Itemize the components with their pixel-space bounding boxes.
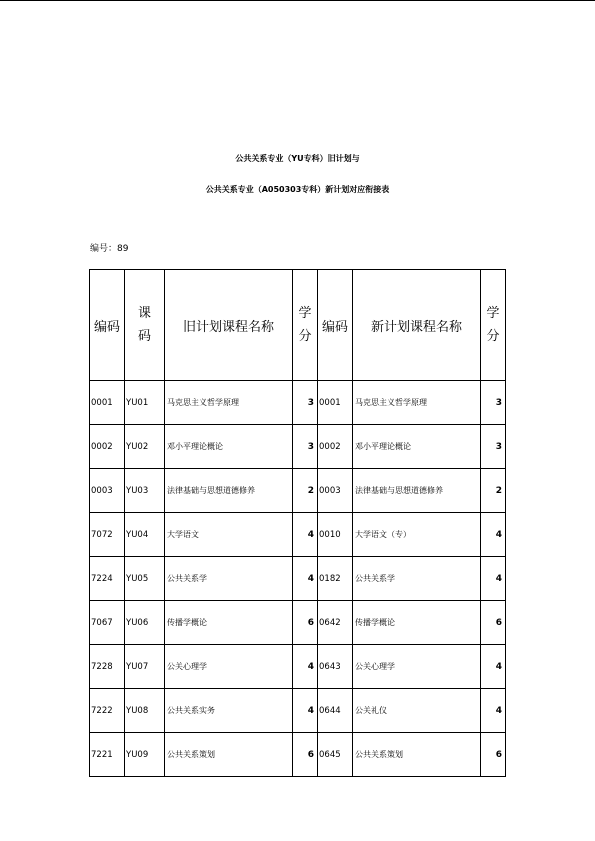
old-credit-cell: 4	[293, 557, 318, 601]
header-course-code-char-2: 码	[137, 329, 151, 344]
old-code-cell: 7072	[90, 513, 125, 557]
header-new-credit-char-2: 分	[486, 329, 500, 344]
old-code-cell: 0003	[90, 469, 125, 513]
course-code-cell: YU04	[125, 513, 165, 557]
course-code-cell: YU09	[125, 733, 165, 777]
old-credit-cell: 4	[293, 645, 318, 689]
new-course-name-cell: 公关礼仪	[353, 689, 481, 733]
new-code-cell: 0645	[318, 733, 353, 777]
course-code-cell: YU01	[125, 381, 165, 425]
old-course-name-cell: 公共关系学	[165, 557, 293, 601]
title-line-2: 公共关系专业（A050303专科）新计划对应衔接表	[205, 185, 390, 194]
old-credit-cell: 4	[293, 689, 318, 733]
header-course-code	[125, 270, 165, 381]
new-code-cell: 0182	[318, 557, 353, 601]
table-row	[90, 645, 506, 689]
table-row	[90, 513, 506, 557]
old-code-cell: 7222	[90, 689, 125, 733]
new-course-name-cell: 公共关系策划	[353, 733, 481, 777]
header-course-code-char-1: 课	[137, 306, 151, 321]
table-row	[90, 601, 506, 645]
new-credit-cell: 6	[481, 601, 506, 645]
header-new-credit	[481, 270, 506, 381]
table-row	[90, 689, 506, 733]
new-course-name-cell: 传播学概论	[353, 601, 481, 645]
old-credit-cell: 6	[293, 733, 318, 777]
table-row	[90, 557, 506, 601]
new-credit-cell: 6	[481, 733, 506, 777]
old-credit-cell: 3	[293, 381, 318, 425]
table-row	[90, 733, 506, 777]
old-code-cell: 7224	[90, 557, 125, 601]
header-old-credit-char-2: 分	[298, 329, 312, 344]
old-credit-cell: 2	[293, 469, 318, 513]
header-new-code: 编码	[318, 270, 353, 381]
course-mapping-table	[89, 269, 506, 777]
new-code-cell: 0643	[318, 645, 353, 689]
old-course-name-cell: 公关心理学	[165, 645, 293, 689]
new-code-cell: 0010	[318, 513, 353, 557]
old-credit-cell: 4	[293, 513, 318, 557]
old-course-name-cell: 大学语文	[165, 513, 293, 557]
new-course-name-cell: 马克思主义哲学原理	[353, 381, 481, 425]
new-course-name-cell: 大学语文（专）	[353, 513, 481, 557]
old-code-cell: 7221	[90, 733, 125, 777]
course-code-cell: YU08	[125, 689, 165, 733]
new-course-name-cell: 公关心理学	[353, 645, 481, 689]
course-code-cell: YU05	[125, 557, 165, 601]
old-code-cell: 7228	[90, 645, 125, 689]
header-old-code: 编码	[90, 270, 125, 381]
new-credit-cell: 4	[481, 645, 506, 689]
table-row	[90, 425, 506, 469]
new-credit-cell: 4	[481, 689, 506, 733]
title-line-1: 公共关系专业（YU专科）旧计划与	[235, 154, 360, 163]
new-credit-cell: 4	[481, 557, 506, 601]
document-number: 编号：89	[90, 244, 129, 254]
old-course-name-cell: 传播学概论	[165, 601, 293, 645]
header-old-credit-char-1: 学	[298, 306, 312, 321]
new-code-cell: 0642	[318, 601, 353, 645]
top-border-line	[0, 0, 595, 1]
new-course-name-cell: 邓小平理论概论	[353, 425, 481, 469]
old-code-cell: 0002	[90, 425, 125, 469]
old-course-name-cell: 公共关系实务	[165, 689, 293, 733]
old-course-name-cell: 法律基础与思想道德修养	[165, 469, 293, 513]
table-header-row	[90, 270, 506, 381]
header-new-name: 新计划课程名称	[353, 270, 481, 381]
old-code-cell: 7067	[90, 601, 125, 645]
new-code-cell: 0644	[318, 689, 353, 733]
table-row	[90, 469, 506, 513]
course-code-cell: YU03	[125, 469, 165, 513]
new-credit-cell: 2	[481, 469, 506, 513]
old-course-name-cell: 马克思主义哲学原理	[165, 381, 293, 425]
header-new-credit-char-1: 学	[486, 306, 500, 321]
new-credit-cell: 3	[481, 425, 506, 469]
new-course-name-cell: 公共关系学	[353, 557, 481, 601]
new-credit-cell: 4	[481, 513, 506, 557]
old-code-cell: 0001	[90, 381, 125, 425]
old-credit-cell: 3	[293, 425, 318, 469]
course-code-cell: YU02	[125, 425, 165, 469]
new-credit-cell: 3	[481, 381, 506, 425]
new-code-cell: 0003	[318, 469, 353, 513]
header-old-credit	[293, 270, 318, 381]
old-credit-cell: 6	[293, 601, 318, 645]
table-row	[90, 381, 506, 425]
course-code-cell: YU06	[125, 601, 165, 645]
old-course-name-cell: 邓小平理论概论	[165, 425, 293, 469]
course-code-cell: YU07	[125, 645, 165, 689]
new-course-name-cell: 法律基础与思想道德修养	[353, 469, 481, 513]
new-code-cell: 0001	[318, 381, 353, 425]
old-course-name-cell: 公共关系策划	[165, 733, 293, 777]
new-code-cell: 0002	[318, 425, 353, 469]
header-old-name: 旧计划课程名称	[165, 270, 293, 381]
